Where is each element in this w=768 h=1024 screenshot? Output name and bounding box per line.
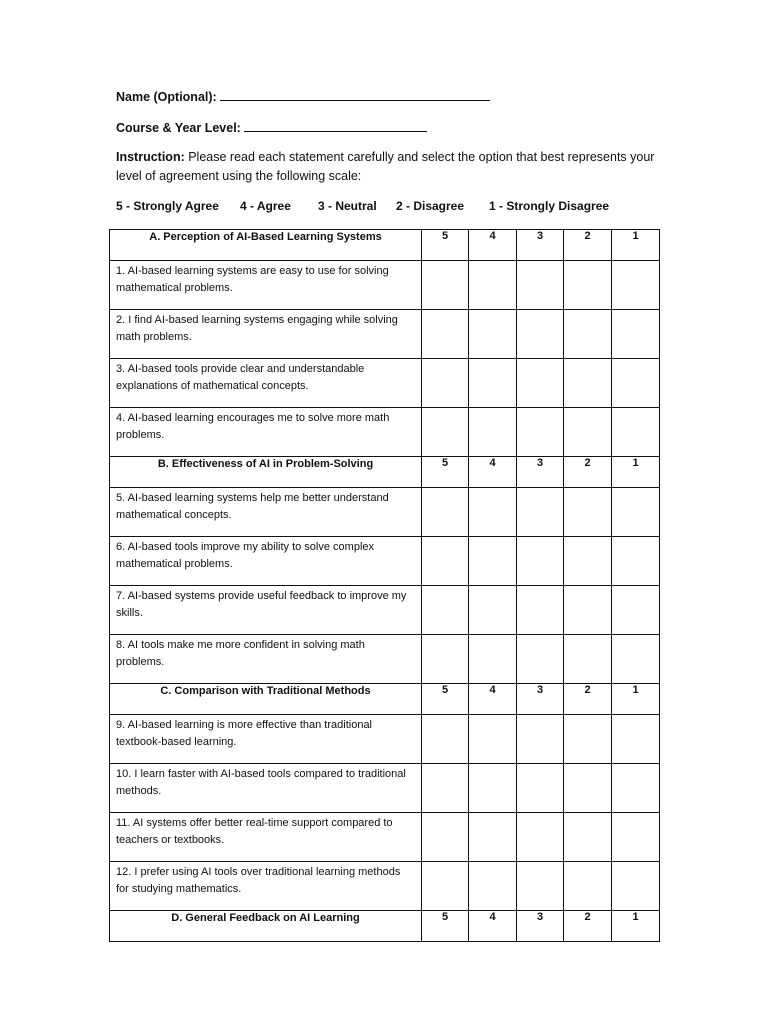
rating-cell-3[interactable]	[517, 408, 564, 457]
rating-cell-3[interactable]	[517, 488, 564, 537]
rating-cell-5[interactable]	[422, 261, 469, 310]
scale-header-text: 2	[584, 457, 591, 469]
course-label: Course & Year Level:	[116, 121, 241, 135]
instruction-paragraph	[116, 148, 656, 186]
rating-cell-3[interactable]	[517, 764, 564, 813]
scale-header-text: 4	[489, 457, 496, 469]
scale-header-text: 1	[632, 230, 639, 242]
scale-legend-4: 4 - Agree	[240, 199, 291, 213]
rating-cell-2[interactable]	[564, 862, 612, 911]
rating-cell-2[interactable]	[564, 635, 612, 684]
scale-header-text: 2	[584, 684, 591, 696]
rating-cell-5[interactable]	[422, 586, 469, 635]
question-row	[110, 813, 660, 862]
question-text: 10. I learn faster with AI-based tools compared to traditional methods.	[110, 764, 422, 813]
rating-cell-4[interactable]	[469, 359, 517, 408]
section-title-text: B. Effectiveness of AI in Problem-Solving	[157, 458, 374, 470]
rating-cell-4[interactable]	[469, 537, 517, 586]
rating-cell-2[interactable]	[564, 586, 612, 635]
scale-header-text: 5	[441, 230, 449, 242]
section-title	[110, 457, 422, 488]
rating-cell-2[interactable]	[564, 715, 612, 764]
section-title	[110, 684, 422, 715]
scale-legend-3: 3 - Neutral	[318, 199, 377, 213]
rating-cell-1[interactable]	[612, 488, 660, 537]
scale-header-1	[612, 457, 660, 488]
name-field[interactable]	[116, 88, 490, 104]
rating-cell-3[interactable]	[517, 813, 564, 862]
question-row	[110, 764, 660, 813]
scale-header-4	[469, 457, 517, 488]
rating-cell-5[interactable]	[422, 764, 469, 813]
question-row	[110, 261, 660, 310]
rating-cell-2[interactable]	[564, 310, 612, 359]
scale-header-text: 4	[489, 230, 496, 242]
scale-header-2	[564, 911, 612, 942]
rating-cell-4[interactable]	[469, 408, 517, 457]
scale-header-5	[422, 457, 469, 488]
instruction-label: Instruction:	[116, 150, 185, 164]
scale-header-text: 4	[489, 911, 496, 923]
section-header-row	[110, 230, 660, 261]
question-row	[110, 537, 660, 586]
rating-cell-4[interactable]	[469, 764, 517, 813]
section-header-row	[110, 457, 660, 488]
scale-header-2	[564, 457, 612, 488]
rating-cell-2[interactable]	[564, 261, 612, 310]
rating-cell-1[interactable]	[612, 862, 660, 911]
rating-cell-4[interactable]	[469, 488, 517, 537]
rating-cell-1[interactable]	[612, 813, 660, 862]
scale-header-5	[422, 911, 469, 942]
scale-header-5	[422, 684, 469, 715]
rating-cell-5[interactable]	[422, 408, 469, 457]
rating-cell-1[interactable]	[612, 635, 660, 684]
section-title	[110, 911, 422, 942]
scale-header-text: 1	[632, 911, 639, 923]
scale-header-text: 1	[632, 684, 639, 696]
question-row	[110, 408, 660, 457]
question-row	[110, 586, 660, 635]
scale-header-4	[469, 230, 517, 261]
scale-header-text: 2	[584, 911, 591, 923]
scale-header-4	[469, 684, 517, 715]
rating-cell-5[interactable]	[422, 488, 469, 537]
rating-cell-4[interactable]	[469, 862, 517, 911]
rating-cell-5[interactable]	[422, 862, 469, 911]
rating-cell-5[interactable]	[422, 537, 469, 586]
rating-cell-3[interactable]	[517, 715, 564, 764]
scale-header-3	[517, 457, 564, 488]
rating-cell-3[interactable]	[517, 586, 564, 635]
question-text: 6. AI-based tools improve my ability to solve complex mathematical problems.	[110, 537, 422, 586]
question-row	[110, 862, 660, 911]
scale-header-text: 5	[441, 911, 449, 923]
rating-cell-5[interactable]	[422, 813, 469, 862]
course-field[interactable]	[116, 119, 427, 135]
scale-header-1	[612, 230, 660, 261]
scale-header-text: 3	[536, 457, 544, 469]
instruction-text: Please read each statement carefully and select the option that best represents your level of agreement using the following scale:	[116, 150, 655, 183]
rating-cell-3[interactable]	[517, 537, 564, 586]
rating-cell-3[interactable]	[517, 635, 564, 684]
rating-cell-2[interactable]	[564, 537, 612, 586]
question-text: 11. AI systems offer better real-time support compared to teachers or textbooks.	[110, 813, 422, 862]
rating-cell-1[interactable]	[612, 537, 660, 586]
section-header-row	[110, 684, 660, 715]
rating-cell-2[interactable]	[564, 408, 612, 457]
scale-header-4	[469, 911, 517, 942]
scale-legend-1: 1 - Strongly Disagree	[489, 199, 610, 213]
scale-header-text: 2	[584, 230, 591, 242]
scale-header-text: 3	[536, 684, 544, 696]
rating-cell-1[interactable]	[612, 359, 660, 408]
rating-cell-5[interactable]	[422, 359, 469, 408]
scale-header-text: 1	[632, 457, 639, 469]
rating-cell-4[interactable]	[469, 635, 517, 684]
question-text: 4. AI-based learning encourages me to solve more math problems.	[110, 408, 422, 457]
scale-header-2	[564, 684, 612, 715]
section-title-text: D. General Feedback on AI Learning	[171, 912, 360, 924]
question-row	[110, 635, 660, 684]
scale-header-text: 5	[441, 457, 449, 469]
question-text: 3. AI-based tools provide clear and understandable explanations of mathematical concepts.	[110, 359, 422, 408]
rating-cell-5[interactable]	[422, 310, 469, 359]
question-text: 7. AI-based systems provide useful feedback to improve my skills.	[110, 586, 422, 635]
scale-legend-2: 2 - Disagree	[396, 199, 465, 213]
rating-cell-2[interactable]	[564, 359, 612, 408]
scale-header-text: 3	[536, 911, 544, 923]
question-text: 8. AI tools make me more confident in solving math problems.	[110, 635, 422, 684]
rating-cell-1[interactable]	[612, 715, 660, 764]
question-row	[110, 359, 660, 408]
rating-cell-3[interactable]	[517, 862, 564, 911]
rating-cell-2[interactable]	[564, 764, 612, 813]
scale-header-3	[517, 684, 564, 715]
scale-header-1	[612, 684, 660, 715]
scale-header-5	[422, 230, 469, 261]
question-text: 1. AI-based learning systems are easy to use for solving mathematical problems.	[110, 261, 422, 310]
section-header-row	[110, 911, 660, 942]
section-title-text: C. Comparison with Traditional Methods	[160, 685, 371, 697]
scale-header-text: 3	[536, 230, 544, 242]
name-label: Name (Optional):	[116, 90, 217, 104]
rating-cell-3[interactable]	[517, 310, 564, 359]
scale-header-2	[564, 230, 612, 261]
scale-header-3	[517, 911, 564, 942]
section-title-text: A. Perception of AI-Based Learning Systems	[149, 231, 382, 243]
section-title	[110, 230, 422, 261]
rating-cell-3[interactable]	[517, 261, 564, 310]
rating-cell-1[interactable]	[612, 764, 660, 813]
question-text: 12. I prefer using AI tools over traditional learning methods for studying mathematics.	[110, 862, 422, 911]
question-text: 2. I find AI-based learning systems engaging while solving math problems.	[110, 310, 422, 359]
name-blank-line[interactable]	[220, 88, 490, 101]
rating-cell-4[interactable]	[469, 586, 517, 635]
scale-header-text: 5	[441, 684, 449, 696]
scale-header-3	[517, 230, 564, 261]
question-text: 9. AI-based learning is more effective than traditional textbook-based learning.	[110, 715, 422, 764]
question-row	[110, 488, 660, 537]
rating-cell-4[interactable]	[469, 715, 517, 764]
rating-cell-5[interactable]	[422, 715, 469, 764]
rating-cell-1[interactable]	[612, 586, 660, 635]
rating-cell-4[interactable]	[469, 813, 517, 862]
scale-legend-5: 5 - Strongly Agree	[116, 199, 219, 213]
scale-header-1	[612, 911, 660, 942]
survey-table	[109, 229, 660, 942]
scale-header-text: 4	[489, 684, 496, 696]
rating-cell-2[interactable]	[564, 488, 612, 537]
question-row	[110, 715, 660, 764]
rating-cell-1[interactable]	[612, 310, 660, 359]
rating-cell-4[interactable]	[469, 261, 517, 310]
rating-cell-1[interactable]	[612, 261, 660, 310]
rating-cell-3[interactable]	[517, 359, 564, 408]
course-blank-line[interactable]	[244, 119, 427, 132]
question-row	[110, 310, 660, 359]
rating-cell-5[interactable]	[422, 635, 469, 684]
question-text: 5. AI-based learning systems help me better understand mathematical concepts.	[110, 488, 422, 537]
rating-cell-4[interactable]	[469, 310, 517, 359]
rating-cell-2[interactable]	[564, 813, 612, 862]
rating-cell-1[interactable]	[612, 408, 660, 457]
